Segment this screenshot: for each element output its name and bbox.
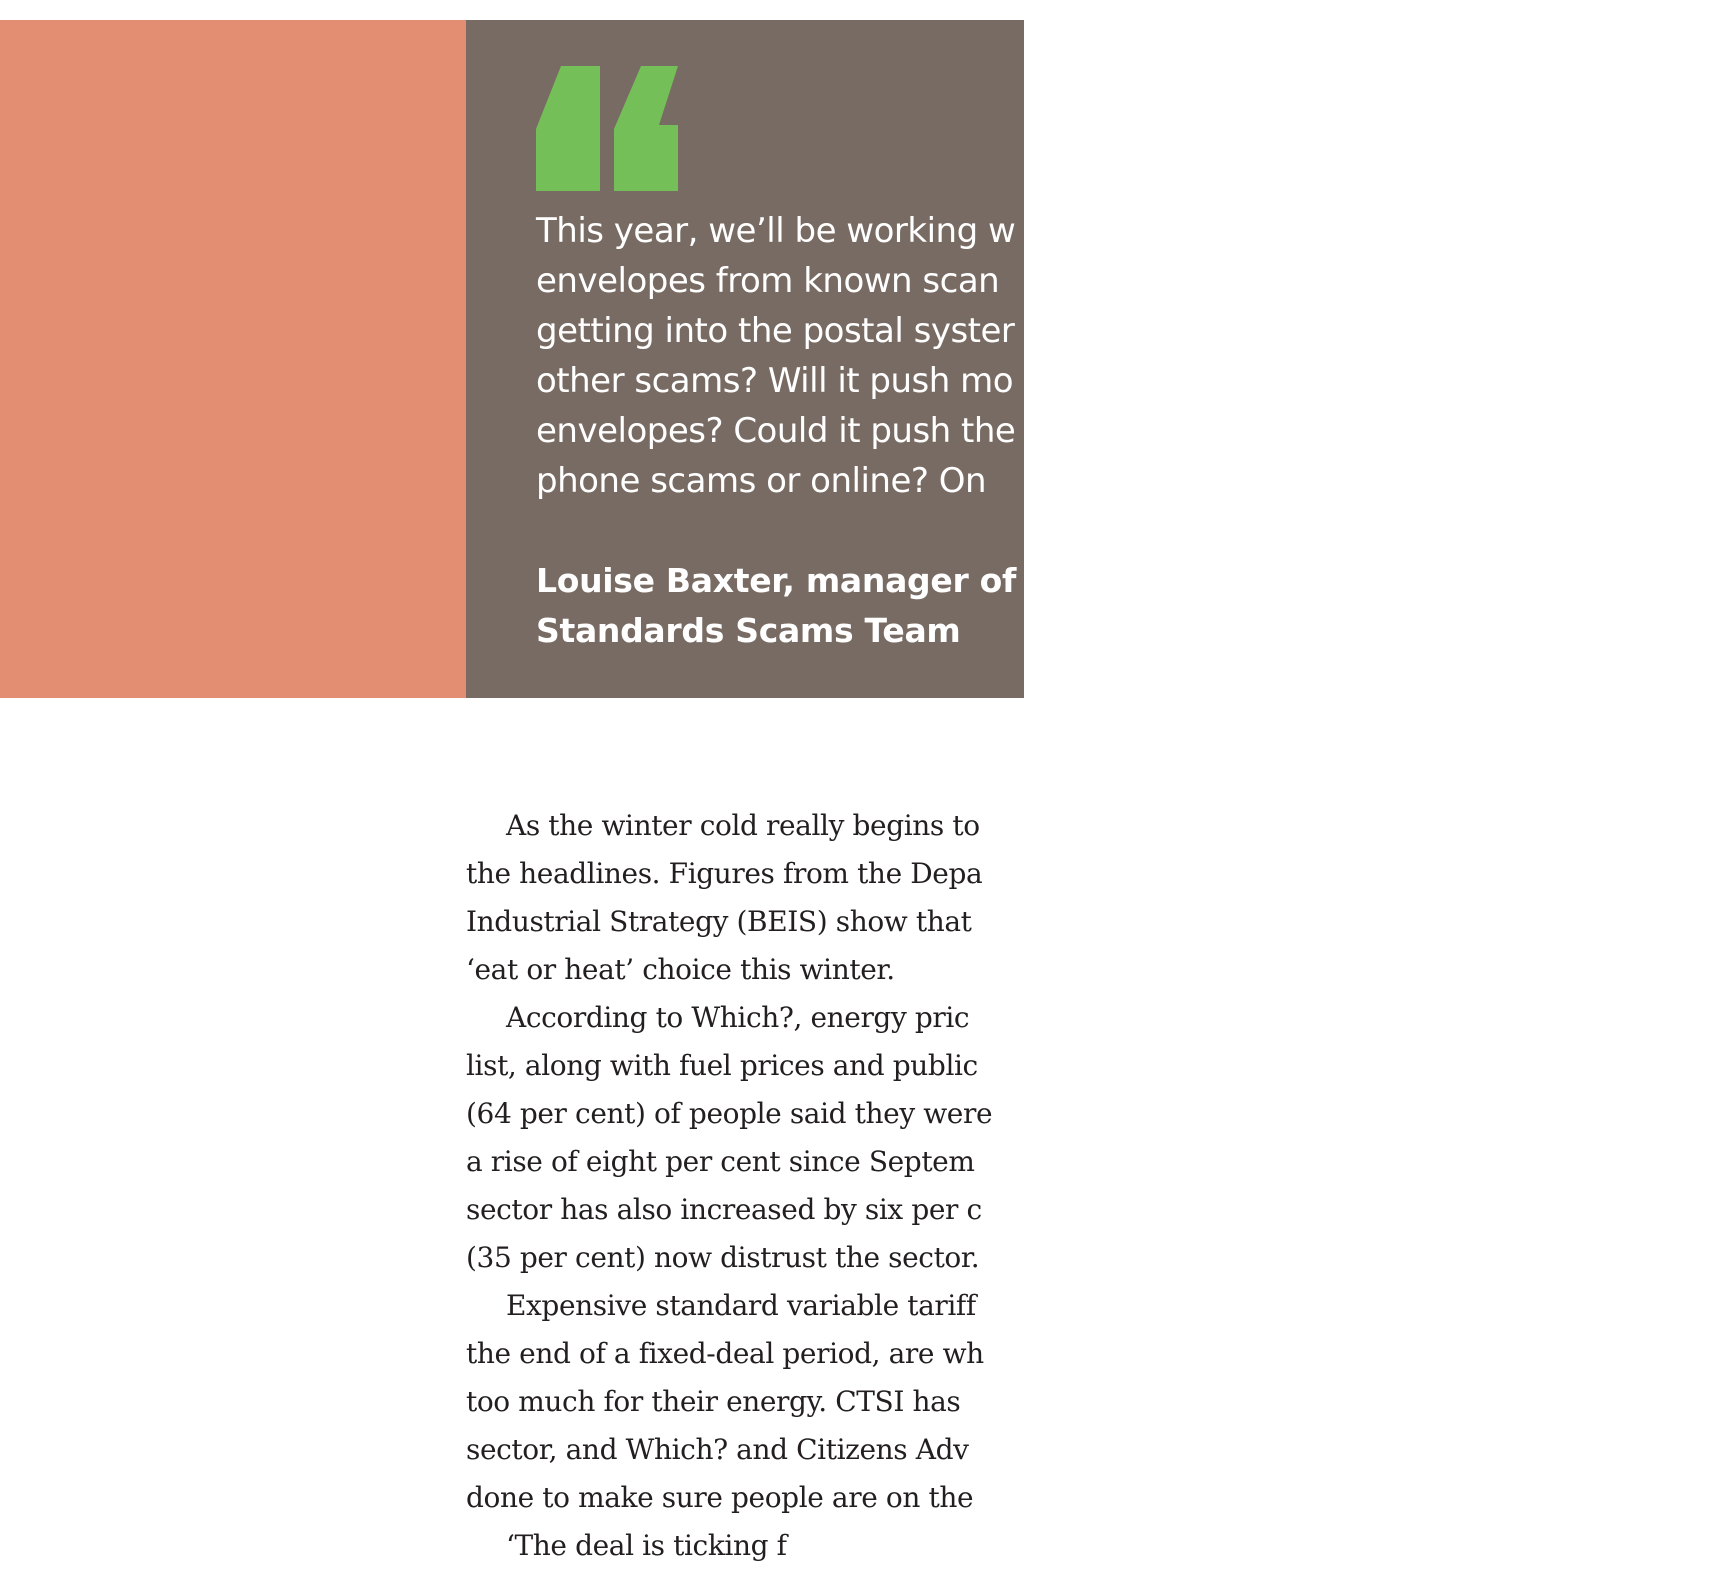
quote-line: envelopes from known scan (536, 261, 1000, 301)
quote-line: envelopes? Could it push the (536, 411, 1016, 451)
article-line: a rise of eight per cent since Septem (466, 1145, 975, 1178)
attribution-line: Standards Scams Team (536, 611, 961, 650)
article-line: the end of a fixed-deal period, are wh (466, 1337, 984, 1370)
article-line: According to Which?, energy pric (506, 1001, 970, 1034)
article-line: sector, and Which? and Citizens Adv (466, 1433, 969, 1466)
article-line: As the winter cold really begins to (506, 809, 980, 842)
attribution-line: Louise Baxter, manager of (536, 561, 1017, 600)
decorative-color-block (0, 20, 466, 698)
article-line: the headlines. Figures from the Depa (466, 857, 983, 890)
article-line: Industrial Strategy (BEIS) show that (466, 905, 972, 938)
article-line: done to make sure people are on the (466, 1481, 974, 1514)
quote-line: getting into the postal syster (536, 311, 1015, 351)
pull-quote-panel (466, 20, 1024, 698)
quote-line: This year, we’ll be working w (536, 211, 1016, 251)
article-line: (35 per cent) now distrust the sector. (466, 1241, 980, 1274)
article-line: Expensive standard variable tariff (506, 1289, 976, 1322)
article-body (466, 802, 1566, 1570)
article-line: too much for their energy. CTSI has (466, 1385, 961, 1418)
article-line: list, along with fuel prices and public (466, 1049, 978, 1082)
quote-attribution (536, 556, 1736, 656)
quote-line: other scams? Will it push mo (536, 361, 1014, 401)
pull-quote-text (536, 206, 1736, 506)
article-line: ‘The deal is ticking f (506, 1529, 787, 1562)
quote-line: phone scams or online? On (536, 461, 987, 501)
article-line: sector has also increased by six per c (466, 1193, 982, 1226)
quotation-mark-icon (536, 66, 680, 191)
article-line: (64 per cent) of people said they were (466, 1097, 993, 1130)
article-line: ‘eat or heat’ choice this winter. (466, 953, 895, 986)
